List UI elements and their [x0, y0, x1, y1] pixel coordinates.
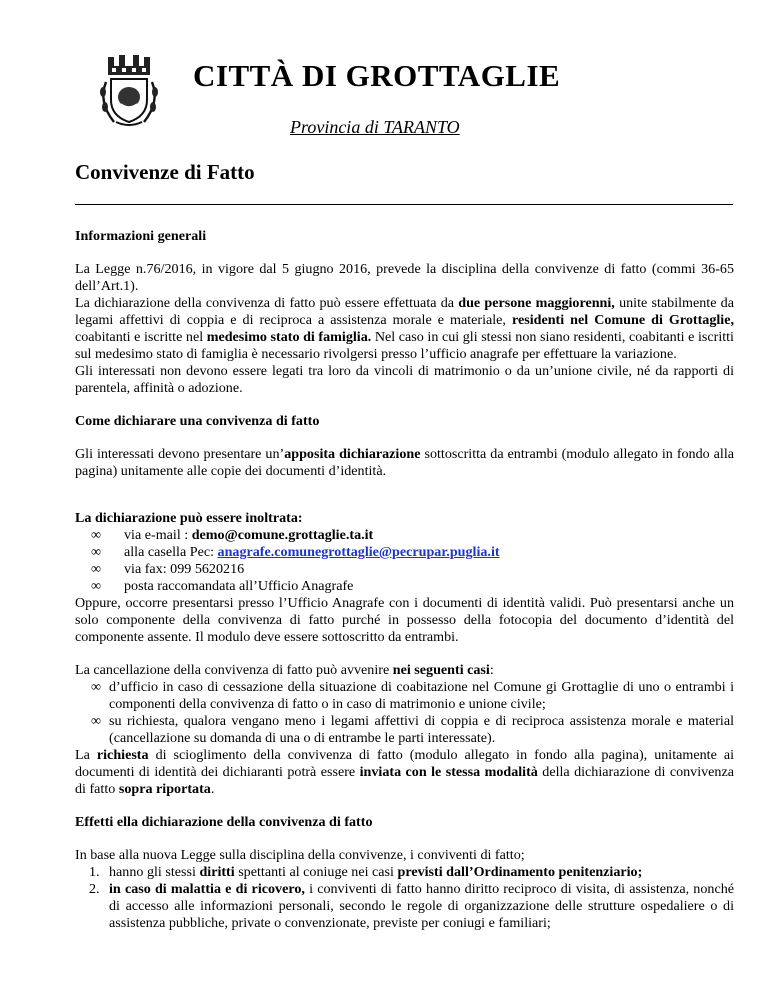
list-item-pec: ∞ alla casella Pec: anagrafe.comunegrottaglie@pecrupar.puglia.it: [75, 544, 734, 561]
section-title: Convivenze di Fatto: [75, 160, 255, 184]
paragraph-declaration: La dichiarazione della convivenza di fatto può essere effettuata da due persone maggiorenni, unite stabilmente da legami affettivi di coppia e di reciproca a assistenza morale e materiale, residenti nel Comune di Grottaglie, coabitanti e iscritte nel medesimo stato di famiglia. Nel caso in cui gli stessi non siano residenti, coabitanti e iscritti sul medesimo stato di famiglia è necessario rivolgersi presso l’ufficio anagrafe per effettuare la variazione.: [75, 295, 734, 362]
paragraph-cancel-intro: La cancellazione della convivenza di fatto può avvenire nei seguenti casi:: [75, 662, 494, 678]
heading-submit: La dichiarazione può essere inoltrata:: [75, 510, 303, 526]
list-item-post: ∞ posta raccomandata all’Ufficio Anagrafe: [75, 578, 734, 595]
paragraph-restrictions: Gli interessati non devono essere legati tra loro da vincoli di matrimonio o da un’unione civile, né da rapporti di parentela, affinità o adozione.: [75, 363, 734, 396]
page-subtitle: Provincia di TARANTO: [290, 117, 460, 137]
email-value: demo@comune.grottaglie.ta.it: [191, 527, 374, 543]
list-item-email: ∞ via e-mail : demo@comune.grottaglie.ta.it: [75, 527, 734, 544]
list-item-cancel-request: ∞ su richiesta, qualora vengano meno i legami affettivi di coppia e di reciproca assistenza morale e material (cancellazione su domanda di una o di entrambe le parti interessate).: [75, 713, 734, 747]
paragraph-office: Oppure, occorre presentarsi presso l’Ufficio Anagrafe con i documenti di identità validi. Può presentarsi anche un solo componente della convivenza di fatto purché in possesso della fotocopia del documento d’identità del componente assente. Il modulo deve essere sottoscritto da entrambi.: [75, 595, 734, 645]
list-item-effect-2: 2. in caso di malattia e di ricovero, i conviventi di fatto hanno diritto reciproco di visita, di assistenza, nonché di accesso alle informazioni personali, secondo le regole di organizzazione delle strutture ospedaliere o di assistenza pubbliche, private o convenzionate, previste per coniugi e familiari;: [89, 881, 734, 931]
heading-info: Informazioni generali: [75, 228, 207, 244]
crest-icon: [94, 52, 164, 128]
heading-effects: Effetti ella dichiarazione della convivenza di fatto: [75, 814, 373, 830]
cancel-list: [75, 679, 734, 747]
pec-link[interactable]: anagrafe.comunegrottaglie@pecrupar.puglia.it: [217, 544, 500, 560]
paragraph-law: La Legge n.76/2016, in vigore dal 5 giugno 2016, prevede la disciplina della convivenze di fatto (commi 36-65 dell’Art.1).: [75, 261, 734, 294]
heading-how: Come dichiarare una convivenza di fatto: [75, 413, 320, 429]
list-item-cancel-office: ∞ d’ufficio in caso di cessazione della situazione di coabitazione nel Comune gi Grottaglie di uno o entrambi i componenti della convivenza di fatto o in caso di matrimonio e unione civile;: [75, 679, 734, 713]
paragraph-cancel-request: La richiesta di scioglimento della convivenza di fatto (modulo allegato in fondo alla pagina), unitamente ai documenti di identità dei dichiaranti potrà essere inviata con le stessa modalità della dichiarazione di convivenza di fatto sopra riportata.: [75, 747, 735, 797]
submit-list: [75, 527, 734, 595]
list-item-effect-1: 1. hanno gli stessi diritti spettanti al coniuge nei casi previsti dall’Ordinamento penitenziario;: [89, 864, 643, 880]
page-title: CITTÀ DI GROTTAGLIE: [193, 58, 561, 93]
paragraph-how: Gli interessati devono presentare un’apposita dichiarazione sottoscritta da entrambi (modulo allegato in fondo alla pagina) unitamente alle copie dei documenti d’identità.: [75, 446, 735, 479]
document-body: [75, 228, 734, 932]
paragraph-effects-intro: In base alla nuova Legge sulla disciplina della convivenze, i conviventi di fatto;: [75, 847, 525, 863]
divider: [75, 204, 733, 205]
effects-list: [75, 864, 734, 932]
list-item-fax: ∞ via fax: 099 5620216: [75, 561, 734, 578]
